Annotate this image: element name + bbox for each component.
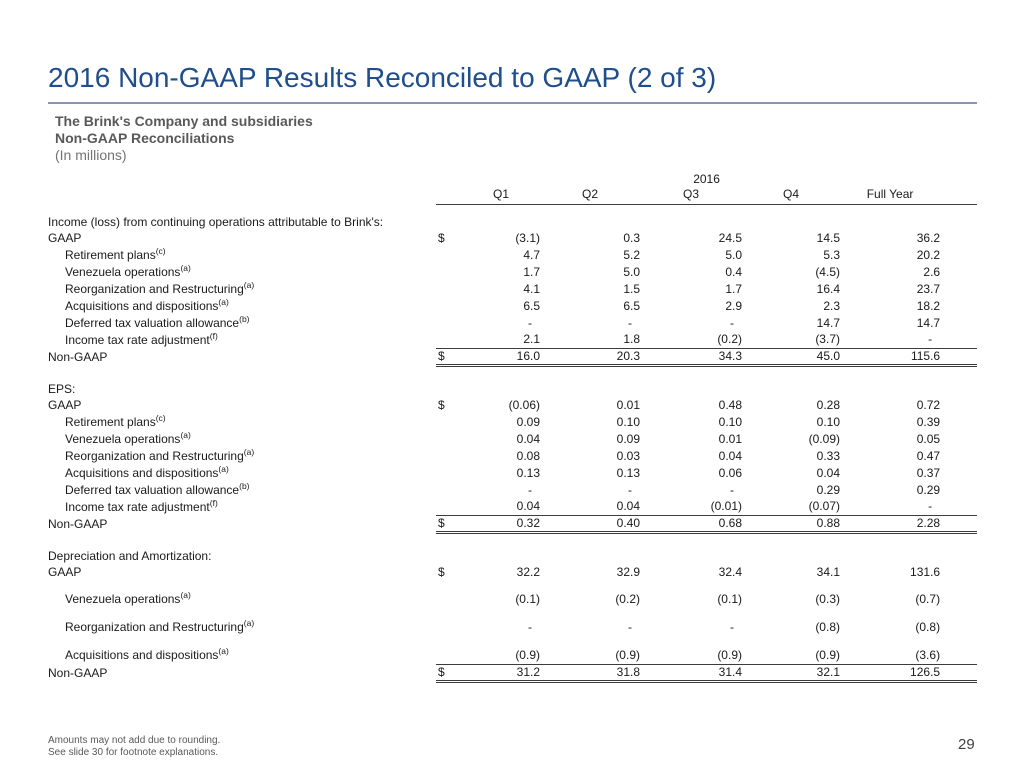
currency-symbol-cell <box>436 464 462 481</box>
value-cell: 14.5 <box>816 230 840 245</box>
value-cell: 115.6 <box>840 348 977 365</box>
value-cell: 23.7 <box>916 281 941 296</box>
value-cell: 45.0 <box>742 348 840 365</box>
value-cell: 20.3 <box>540 348 640 365</box>
table-row <box>48 481 977 498</box>
table-row <box>48 413 977 430</box>
footnote-ref: (a) <box>180 262 191 273</box>
row-label: GAAP <box>48 397 82 412</box>
value-cell: 2.1 <box>462 331 540 348</box>
row-label: Deferred tax valuation allowance$^{(b)}$ <box>65 480 250 497</box>
table-row <box>48 246 977 263</box>
currency-symbol-cell <box>436 314 462 331</box>
section-spacer <box>48 365 977 379</box>
value-cell: - <box>730 482 734 497</box>
company-name: The Brink's Company and subsidiaries <box>55 113 313 129</box>
row-label: Non-GAAP <box>48 516 108 531</box>
reconciliation-table <box>48 168 977 683</box>
value-cell: 0.28 <box>816 397 840 412</box>
empty-cell <box>48 186 436 204</box>
footnote-ref: (a) <box>243 618 255 628</box>
table-row <box>48 636 977 664</box>
value-cell: (3.6) <box>840 636 977 664</box>
value-cell: 0.04 <box>718 448 742 463</box>
table-row <box>48 229 977 246</box>
value-cell: 32.4 <box>718 564 742 579</box>
value-cell: 1.7 <box>725 281 742 296</box>
slide-title: 2016 Non-GAAP Results Reconciled to GAAP (2 of 3) <box>48 62 717 93</box>
footnote-reference: See slide 30 for footnote explanations. <box>48 747 219 758</box>
year-header: 2016 <box>693 172 720 186</box>
value-cell: 2.28 <box>840 515 977 532</box>
table-row <box>48 280 977 297</box>
value-cell: 5.2 <box>623 247 640 262</box>
value-cell: 0.04 <box>516 431 540 446</box>
value-cell: 32.2 <box>516 564 540 579</box>
value-cell: 0.13 <box>516 465 540 480</box>
value-cell: 0.32 <box>462 515 540 532</box>
currency-symbol-cell <box>436 481 462 498</box>
value-cell: 0.40 <box>540 515 640 532</box>
value-cell: 0.47 <box>916 448 941 463</box>
value-cell: (0.9) <box>640 636 742 664</box>
value-cell: 2.6 <box>923 264 941 279</box>
value-cell: (0.3) <box>815 592 840 606</box>
footnote-ref: (b) <box>239 480 250 491</box>
value-cell: 31.2 <box>462 664 540 681</box>
value-cell: - <box>528 315 532 330</box>
value-cell: 0.01 <box>616 397 640 412</box>
value-cell: - <box>528 482 532 497</box>
value-cell: - <box>840 331 977 348</box>
value-cell: (0.8) <box>815 620 840 634</box>
value-cell: 0.29 <box>916 482 941 497</box>
section-heading: Income (loss) from continuing operations attributable to Brink's: <box>48 215 384 229</box>
currency-symbol-cell <box>436 413 462 430</box>
column-header-q4: Q4 <box>742 186 840 204</box>
value-cell: - <box>628 315 632 330</box>
footnote-ref: (c) <box>155 412 166 423</box>
value-cell: 24.5 <box>718 230 742 245</box>
currency-symbol-cell <box>436 297 462 314</box>
value-cell: 0.01 <box>718 431 742 446</box>
row-label: Acquisitions and dispositions$^{(a)}$ <box>65 463 229 480</box>
row-label: Non-GAAP <box>48 349 108 364</box>
currency-symbol-cell <box>436 280 462 297</box>
value-cell: 126.5 <box>840 664 977 681</box>
value-cell: 16.0 <box>462 348 540 365</box>
section-heading: Depreciation and Amortization: <box>48 549 212 563</box>
value-cell: - <box>628 620 632 634</box>
total-row <box>48 515 977 532</box>
table-row <box>48 263 977 280</box>
value-cell: 34.3 <box>640 348 742 365</box>
currency-symbol-cell <box>436 246 462 263</box>
value-cell: 34.1 <box>816 564 840 579</box>
value-cell: 0.13 <box>616 465 640 480</box>
value-cell: - <box>528 620 532 634</box>
value-cell: (0.1) <box>717 592 742 606</box>
value-cell: (0.1) <box>515 592 540 606</box>
value-cell: 0.04 <box>816 465 840 480</box>
footnote-ref: (c) <box>155 245 166 256</box>
value-cell: 0.09 <box>616 431 640 446</box>
column-header-q2: Q2 <box>540 186 640 204</box>
value-cell: 5.3 <box>823 247 840 262</box>
value-cell: 18.2 <box>916 298 941 313</box>
value-cell: 0.04 <box>462 498 540 515</box>
value-cell: - <box>840 498 977 515</box>
row-label: Retirement plans$^{(c)}$ <box>65 412 166 429</box>
value-cell: - <box>730 315 734 330</box>
value-cell: 1.8 <box>540 331 640 348</box>
value-cell: 0.03 <box>616 448 640 463</box>
table-row <box>48 498 977 515</box>
value-cell: 0.88 <box>742 515 840 532</box>
currency-symbol-cell <box>436 447 462 464</box>
currency-symbol-cell: $ <box>436 348 462 365</box>
table-row <box>48 464 977 481</box>
value-cell: 5.0 <box>623 264 640 279</box>
value-cell: (0.9) <box>462 636 540 664</box>
value-cell: 0.05 <box>916 431 941 446</box>
currency-symbol-cell <box>436 430 462 447</box>
value-cell: (0.9) <box>742 636 840 664</box>
value-cell: 0.10 <box>718 414 742 429</box>
row-label: Acquisitions and dispositions$^{(a)}$ <box>65 296 229 313</box>
value-cell: 5.0 <box>725 247 742 262</box>
total-row <box>48 664 977 681</box>
table-row <box>48 331 977 348</box>
units-note: (In millions) <box>55 147 127 163</box>
value-cell: - <box>730 620 734 634</box>
value-cell: 14.7 <box>916 315 941 330</box>
value-cell: (0.7) <box>915 592 941 606</box>
table-row <box>48 430 977 447</box>
value-cell: (0.01) <box>640 498 742 515</box>
currency-symbol-cell: $ <box>438 230 445 245</box>
table-row <box>48 563 977 580</box>
table-row <box>48 608 977 636</box>
currency-symbol-cell: $ <box>438 397 445 412</box>
page-number: 29 <box>958 736 975 753</box>
currency-symbol-cell <box>436 331 462 348</box>
row-label: Retirement plans$^{(c)}$ <box>65 245 166 262</box>
value-cell: 0.08 <box>516 448 540 463</box>
footnote-rounding: Amounts may not add due to rounding. <box>48 735 221 746</box>
value-cell: 0.04 <box>540 498 640 515</box>
value-cell: (0.09) <box>808 431 840 446</box>
table-row <box>48 396 977 413</box>
value-cell: 1.7 <box>523 264 540 279</box>
footnote-ref: (a) <box>218 296 229 307</box>
row-label: Venezuela operations$^{(a)}$ <box>65 590 191 606</box>
section-heading: EPS: <box>48 382 76 396</box>
row-label: GAAP <box>48 230 82 245</box>
total-row <box>48 348 977 365</box>
value-cell: 2.3 <box>823 298 840 313</box>
footnote-ref: (a) <box>180 429 191 440</box>
section-heading-row <box>48 212 977 229</box>
column-header-q3: Q3 <box>640 186 742 204</box>
table-row <box>48 447 977 464</box>
value-cell: 1.5 <box>623 281 640 296</box>
report-name: Non-GAAP Reconciliations <box>55 130 235 146</box>
value-cell: 0.29 <box>816 482 840 497</box>
row-label: Reorganization and Restructuring$^{(a)}$ <box>65 618 255 634</box>
value-cell: 6.5 <box>523 298 540 313</box>
currency-symbol-cell <box>436 580 462 608</box>
value-cell: 131.6 <box>910 564 941 579</box>
row-label: Reorganization and Restructuring$^{(a)}$ <box>65 446 255 463</box>
section-spacer <box>48 204 977 212</box>
value-cell: 0.10 <box>616 414 640 429</box>
value-cell: 0.48 <box>718 397 742 412</box>
value-cell: (0.8) <box>915 620 941 634</box>
footnote-ref: (a) <box>243 279 255 290</box>
value-cell: (0.2) <box>615 592 640 606</box>
row-label: Reorganization and Restructuring$^{(a)}$ <box>65 279 255 296</box>
row-label: Venezuela operations$^{(a)}$ <box>65 429 191 446</box>
row-label: Acquisitions and dispositions$^{(a)}$ <box>65 646 229 662</box>
section-heading-row <box>48 379 977 396</box>
value-cell: 0.10 <box>816 414 840 429</box>
row-label: Venezuela operations$^{(a)}$ <box>65 262 191 279</box>
footnote-ref: (f) <box>209 330 218 341</box>
currency-symbol-cell <box>436 263 462 280</box>
currency-symbol-cell: $ <box>438 564 445 579</box>
value-cell: - <box>628 482 632 497</box>
value-cell: (0.06) <box>508 397 540 412</box>
value-cell: 0.4 <box>725 264 742 279</box>
row-label: Income tax rate adjustment$^{(f)}$ <box>65 497 218 514</box>
value-cell: 16.4 <box>816 281 840 296</box>
value-cell: 32.1 <box>742 664 840 681</box>
footnote-ref: (b) <box>239 313 250 324</box>
value-cell: (4.5) <box>815 264 840 279</box>
footnote-ref: (a) <box>180 590 191 600</box>
value-cell: 0.39 <box>916 414 941 429</box>
empty-cell <box>48 168 436 186</box>
currency-symbol-cell: $ <box>436 664 462 681</box>
footnote-ref: (a) <box>218 646 229 656</box>
currency-symbol-cell <box>436 608 462 636</box>
table-row <box>48 314 977 331</box>
column-header-dollar <box>436 186 462 204</box>
value-cell: (3.7) <box>742 331 840 348</box>
footnote-ref: (a) <box>218 463 229 474</box>
table-row <box>48 580 977 608</box>
value-cell: 0.72 <box>916 397 941 412</box>
value-cell: 20.2 <box>916 247 941 262</box>
table-body <box>48 204 977 681</box>
currency-symbol-cell: $ <box>436 515 462 532</box>
value-cell: 0.09 <box>516 414 540 429</box>
footnote-ref: (f) <box>209 497 218 508</box>
value-cell: 36.2 <box>916 230 941 245</box>
row-label: GAAP <box>48 564 82 579</box>
value-cell: 4.7 <box>523 247 540 262</box>
section-spacer <box>48 532 977 546</box>
value-cell: 2.9 <box>725 298 742 313</box>
table-row <box>48 297 977 314</box>
value-cell: 4.1 <box>523 281 540 296</box>
value-cell: 31.8 <box>540 664 640 681</box>
row-label: Deferred tax valuation allowance$^{(b)}$ <box>65 313 250 330</box>
value-cell: (0.2) <box>640 331 742 348</box>
footnotes-block <box>48 735 220 759</box>
currency-symbol-cell <box>436 636 462 664</box>
value-cell: 31.4 <box>640 664 742 681</box>
value-cell: 14.7 <box>816 315 840 330</box>
value-cell: 0.3 <box>623 230 640 245</box>
value-cell: 0.68 <box>640 515 742 532</box>
value-cell: (0.07) <box>742 498 840 515</box>
value-cell: 0.37 <box>916 465 941 480</box>
row-label: Non-GAAP <box>48 665 108 680</box>
value-cell: 6.5 <box>623 298 640 313</box>
value-cell: 0.06 <box>718 465 742 480</box>
year-header-row <box>48 168 977 186</box>
column-header-row <box>48 186 977 204</box>
table-caption-block <box>55 113 313 164</box>
value-cell: 0.33 <box>816 448 840 463</box>
column-header-q1: Q1 <box>462 186 540 204</box>
row-label: Income tax rate adjustment$^{(f)}$ <box>65 330 218 347</box>
value-cell: (3.1) <box>515 230 540 245</box>
value-cell: 32.9 <box>616 564 640 579</box>
section-heading-row <box>48 546 977 563</box>
value-cell: (0.9) <box>540 636 640 664</box>
title-divider <box>48 102 977 104</box>
footnote-ref: (a) <box>243 446 255 457</box>
currency-symbol-cell <box>436 498 462 515</box>
column-header-full-year: Full Year <box>840 186 977 204</box>
